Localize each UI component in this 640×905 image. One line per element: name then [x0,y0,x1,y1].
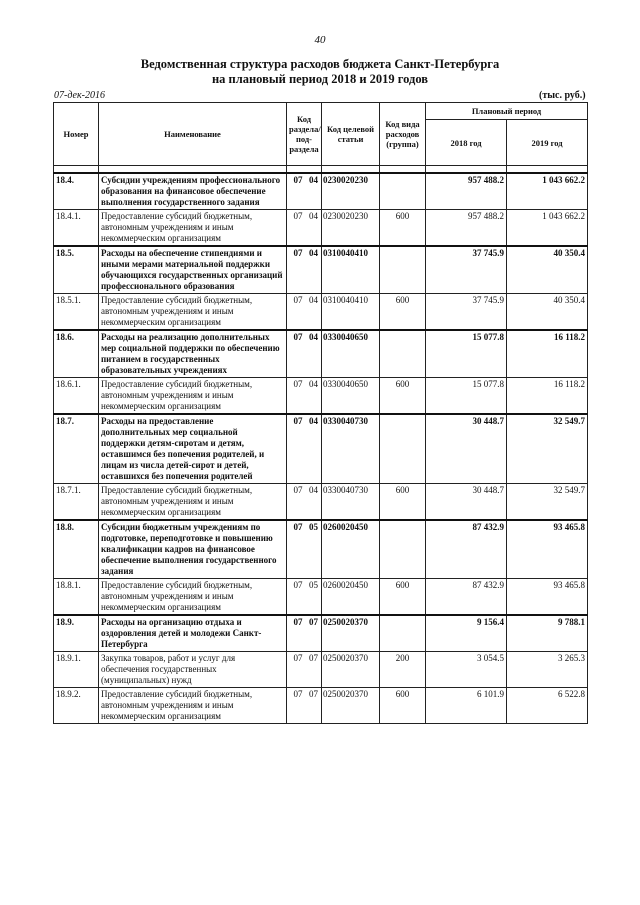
row-section: 07 [287,173,304,210]
row-section: 07 [287,520,304,579]
row-number: 18.8.1. [54,579,99,616]
row-number: 18.5. [54,246,99,294]
document-date: 07-дек-2016 [54,90,105,101]
row-expense-type: 600 [380,210,426,247]
header-number: Номер [54,103,99,166]
row-number: 18.9.1. [54,652,99,688]
row-target-code: 0250020370 [322,688,380,724]
row-name: Предоставление субсидий бюджетным, автономным учреждениям и иным некоммерческим организациям [99,294,287,331]
row-number: 18.9.2. [54,688,99,724]
row-name: Предоставление субсидий бюджетным, автономным учреждениям и иным некоммерческим организациям [99,484,287,521]
table-row [54,294,588,331]
row-section: 07 [287,688,304,724]
budget-table [53,102,588,724]
row-name: Закупка товаров, работ и услуг для обеспечения государственных (муниципальных) нужд [99,652,287,688]
row-subsection: 04 [304,246,322,294]
row-section: 07 [287,579,304,616]
row-subsection: 05 [304,579,322,616]
row-target-code: 0330040650 [322,330,380,378]
header-planned: Плановый период [426,103,588,120]
row-section: 07 [287,484,304,521]
row-amount-2019: 6 522.8 [507,688,588,724]
spacer-cell [507,166,588,174]
row-expense-type: 600 [380,294,426,331]
row-name: Расходы на обеспечение стипендиями и иными мерами материальной поддержки обучающихся государственных организаций профессионального образования [99,246,287,294]
row-amount-2018: 37 745.9 [426,294,507,331]
row-amount-2018: 87 432.9 [426,520,507,579]
row-amount-2018: 37 745.9 [426,246,507,294]
row-amount-2018: 30 448.7 [426,484,507,521]
table-row [54,484,588,521]
row-amount-2019: 32 549.7 [507,414,588,484]
row-amount-2019: 93 465.8 [507,579,588,616]
row-section: 07 [287,378,304,415]
row-amount-2019: 40 350.4 [507,294,588,331]
row-expense-type: 600 [380,484,426,521]
row-target-code: 0230020230 [322,173,380,210]
row-target-code: 0330040650 [322,378,380,415]
row-expense-type [380,173,426,210]
row-amount-2019: 40 350.4 [507,246,588,294]
title-line-2: на плановый период 2018 и 2019 годов [211,72,429,86]
row-amount-2019: 1 043 662.2 [507,173,588,210]
row-number: 18.6.1. [54,378,99,415]
row-number: 18.4.1. [54,210,99,247]
row-number: 18.8. [54,520,99,579]
table-row [54,246,588,294]
row-amount-2018: 957 488.2 [426,210,507,247]
row-amount-2018: 9 156.4 [426,615,507,652]
row-subsection: 07 [304,615,322,652]
row-name: Предоставление субсидий бюджетным, автономным учреждениям и иным некоммерческим организациям [99,210,287,247]
row-amount-2018: 3 054.5 [426,652,507,688]
row-section: 07 [287,210,304,247]
row-amount-2019: 16 118.2 [507,330,588,378]
row-section: 07 [287,246,304,294]
table-row [54,520,588,579]
row-name: Предоставление субсидий бюджетным, автономным учреждениям и иным некоммерческим организациям [99,579,287,616]
row-target-code: 0330040730 [322,484,380,521]
row-number: 18.9. [54,615,99,652]
row-subsection: 04 [304,294,322,331]
spacer-cell [426,166,507,174]
row-target-code: 0260020450 [322,579,380,616]
header-2019: 2019 год [507,120,588,166]
row-section: 07 [287,652,304,688]
row-section: 07 [287,330,304,378]
row-expense-type: 600 [380,579,426,616]
row-target-code: 0250020370 [322,652,380,688]
row-expense-type: 600 [380,378,426,415]
row-amount-2018: 15 077.8 [426,378,507,415]
row-subsection: 04 [304,378,322,415]
row-name: Субсидии бюджетным учреждениям по подготовке, переподготовке и повышению квалификации кадров на финансовое обеспечение выполнения государственного задания [99,520,287,579]
row-target-code: 0330040730 [322,414,380,484]
row-name: Субсидии учреждениям профессионального образования на финансовое обеспечение выполнения государственного задания [99,173,287,210]
row-expense-type: 200 [380,652,426,688]
row-section: 07 [287,294,304,331]
row-name: Расходы на организацию отдыха и оздоровления детей и молодежи Санкт-Петербурга [99,615,287,652]
row-target-code: 0310040410 [322,246,380,294]
header-name: Наименование [99,103,287,166]
header-target: Код целевой статьи [322,103,380,166]
row-target-code: 0310040410 [322,294,380,331]
spacer-cell [322,166,380,174]
table-row [54,330,588,378]
table-row [54,173,588,210]
row-amount-2019: 3 265.3 [507,652,588,688]
row-amount-2018: 30 448.7 [426,414,507,484]
row-amount-2018: 87 432.9 [426,579,507,616]
row-subsection: 07 [304,688,322,724]
row-expense-type [380,246,426,294]
table-row [54,210,588,247]
table-row [54,414,588,484]
row-expense-type [380,615,426,652]
table-row [54,579,588,616]
row-name: Предоставление субсидий бюджетным, автономным учреждениям и иным некоммерческим организациям [99,688,287,724]
spacer-cell [380,166,426,174]
row-amount-2019: 9 788.1 [507,615,588,652]
header-section: Код раздела/ под-раздела [287,103,322,166]
row-amount-2019: 1 043 662.2 [507,210,588,247]
row-amount-2019: 16 118.2 [507,378,588,415]
table-body [54,173,588,724]
spacer-cell [304,166,322,174]
row-target-code: 0250020370 [322,615,380,652]
row-target-code: 0230020230 [322,210,380,247]
spacer-cell [99,166,287,174]
spacer-cell [287,166,304,174]
page-number: 40 [314,34,326,46]
row-target-code: 0260020450 [322,520,380,579]
title-line-1: Ведомственная структура расходов бюджета Санкт-Петербурга [140,57,500,71]
row-name: Предоставление субсидий бюджетным, автономным учреждениям и иным некоммерческим организациям [99,378,287,415]
row-amount-2018: 15 077.8 [426,330,507,378]
row-name: Расходы на реализацию дополнительных мер социальной поддержки по обеспечению питанием в государственных образовательных учреждениях [99,330,287,378]
row-subsection: 07 [304,652,322,688]
row-number: 18.4. [54,173,99,210]
row-subsection: 04 [304,330,322,378]
row-amount-2018: 957 488.2 [426,173,507,210]
row-section: 07 [287,414,304,484]
row-name: Расходы на предоставление дополнительных мер социальной поддержки детям-сиротам и детям, оставшимся без попечения родителей, и лицам из числа детей-сирот и детей, оставшихся без попечения родителей [99,414,287,484]
row-expense-type [380,520,426,579]
units-label: (тыс. руб.) [539,90,586,101]
row-subsection: 04 [304,484,322,521]
row-section: 07 [287,615,304,652]
spacer-cell [54,166,99,174]
row-expense-type [380,330,426,378]
row-expense-type: 600 [380,688,426,724]
row-expense-type [380,414,426,484]
row-subsection: 04 [304,173,322,210]
table-row [54,615,588,652]
row-subsection: 04 [304,210,322,247]
header-2018: 2018 год [426,120,507,166]
row-subsection: 05 [304,520,322,579]
row-number: 18.5.1. [54,294,99,331]
table-row [54,652,588,688]
document-title [0,57,640,87]
row-number: 18.6. [54,330,99,378]
row-amount-2019: 32 549.7 [507,484,588,521]
row-subsection: 04 [304,414,322,484]
row-amount-2018: 6 101.9 [426,688,507,724]
row-amount-2019: 93 465.8 [507,520,588,579]
row-number: 18.7.1. [54,484,99,521]
table-row [54,688,588,724]
header-type: Код вида расходов (группа) [380,103,426,166]
table-row [54,378,588,415]
row-number: 18.7. [54,414,99,484]
